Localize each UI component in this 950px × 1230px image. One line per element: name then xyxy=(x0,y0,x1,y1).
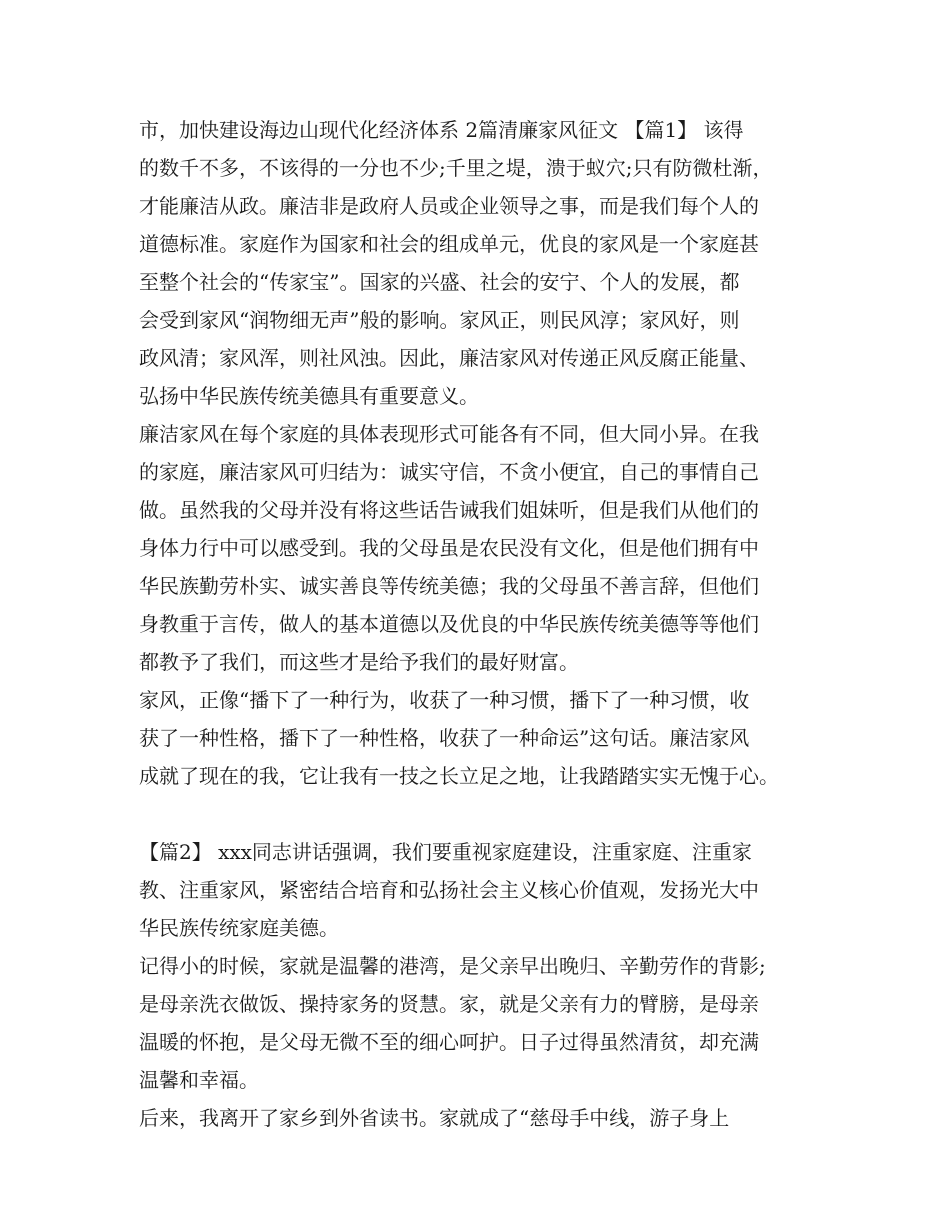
text-line: 记得小的时候，家就是温馨的港湾，是父亲早出晚归、辛勤劳作的背影; xyxy=(139,954,766,978)
text-line: 做。虽然我的父母并没有将这些话告诫我们姐妹听，但是我们从他们的 xyxy=(139,498,759,522)
text-line: 温馨和幸福。 xyxy=(139,1068,259,1092)
text-line: 华民族勤劳朴实、诚实善良等传统美德；我的父母虽不善言辞，但他们 xyxy=(139,574,759,598)
text-line: 的数千不多，不该得的一分也不少;千里之堤，溃于蚁穴;只有防微杜渐， xyxy=(139,156,773,180)
text-line: 身教重于言传，做人的基本道德以及优良的中华民族传统美德等等他们 xyxy=(139,612,759,636)
text-line: 才能廉洁从政。廉洁非是政府人员或企业领导之事，而是我们每个人的 xyxy=(139,194,759,218)
text-line: 成就了现在的我，它让我有一技之长立足之地，让我踏踏实实无愧于心。 xyxy=(139,764,779,788)
text-line: 教、注重家风，紧密结合培育和弘扬社会主义核心价值观，发扬光大中 xyxy=(139,878,759,902)
text-line: 获了一种性格，播下了一种性格，收获了一种命运”这句话。廉洁家风 xyxy=(139,726,750,750)
text-line: 市，加快建设海边山现代化经济体系 2篇清廉家风征文 【篇1】 该得 xyxy=(139,118,744,142)
text-line: 的家庭，廉洁家风可归结为：诚实守信，不贪小便宜，自己的事情自己 xyxy=(139,460,759,484)
text-line: 后来，我离开了家乡到外省读书。家就成了“慈母手中线，游子身上 xyxy=(139,1106,730,1130)
text-line: 道德标准。家庭作为国家和社会的组成单元，优良的家风是一个家庭甚 xyxy=(139,232,759,256)
document-body xyxy=(139,111,839,1137)
text-line: 弘扬中华民族传统美德具有重要意义。 xyxy=(139,384,479,408)
paragraph-gap xyxy=(139,795,839,833)
text-line: 温暖的怀抱，是父母无微不至的细心呵护。日子过得虽然清贫，却充满 xyxy=(139,1030,759,1054)
text-line: 政风清；家风浑，则社风浊。因此，廉洁家风对传递正风反腐正能量、 xyxy=(139,346,759,370)
text-line: 廉洁家风在每个家庭的具体表现形式可能各有不同，但大同小异。在我 xyxy=(139,422,759,446)
text-line: 会受到家风“润物细无声”般的影响。家风正，则民风淳；家风好，则 xyxy=(139,308,740,332)
text-line: 家风，正像“播下了一种行为，收获了一种习惯，播下了一种习惯，收 xyxy=(139,688,750,712)
text-line: 身体力行中可以感受到。我的父母虽是农民没有文化，但是他们拥有中 xyxy=(139,536,759,560)
text-line: 都教予了我们，而这些才是给予我们的最好财富。 xyxy=(139,650,579,674)
text-line: 【篇2】 xxx同志讲话强调，我们要重视家庭建设，注重家庭、注重家 xyxy=(139,840,752,864)
text-line: 至整个社会的“传家宝”。国家的兴盛、社会的安宁、个人的发展，都 xyxy=(139,270,740,294)
text-line: 是母亲洗衣做饭、操持家务的贤慧。家，就是父亲有力的臂膀，是母亲 xyxy=(139,992,759,1016)
text-line: 华民族传统家庭美德。 xyxy=(139,916,339,940)
